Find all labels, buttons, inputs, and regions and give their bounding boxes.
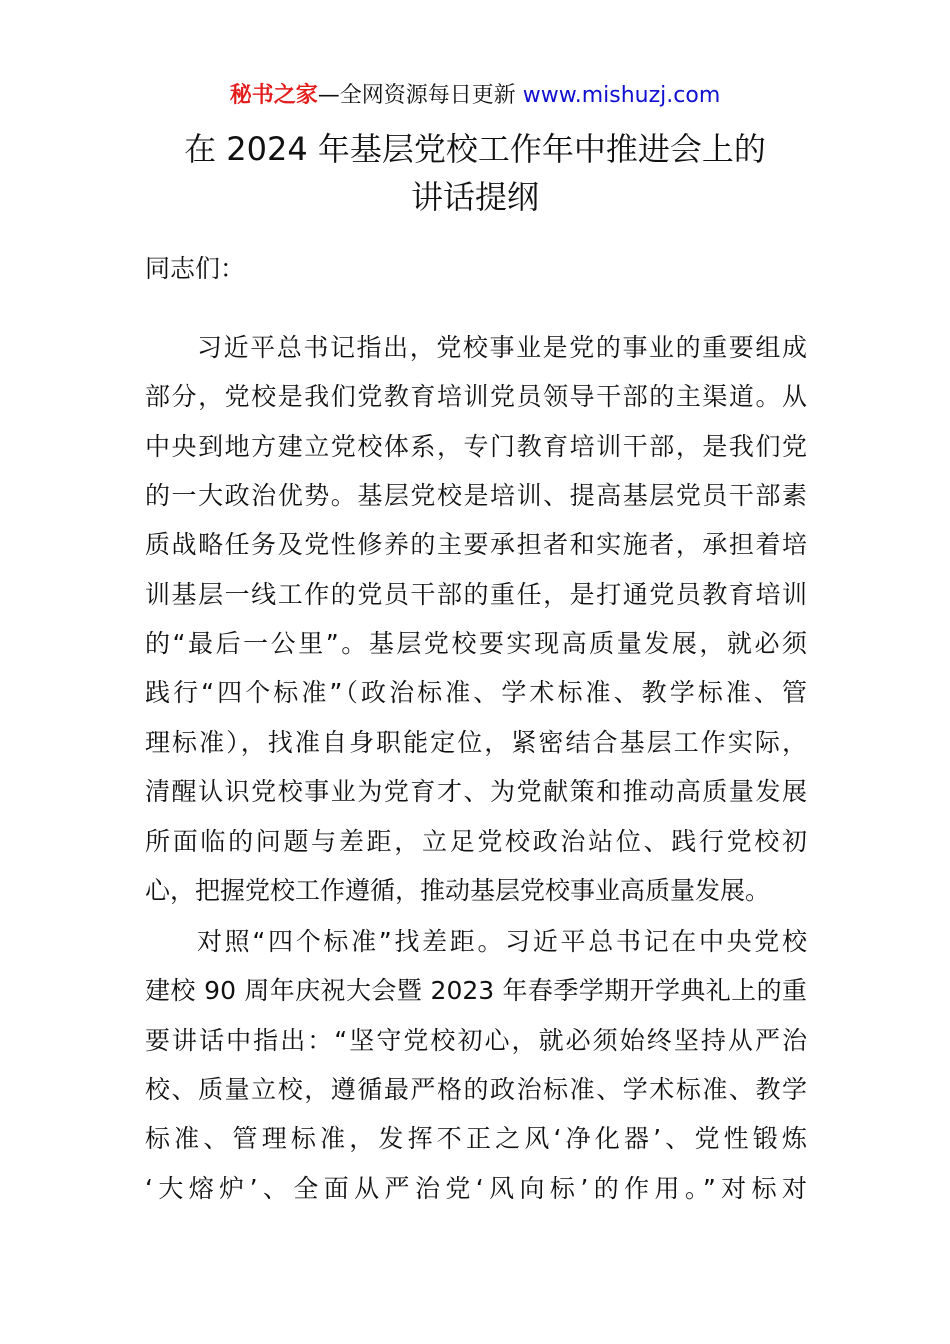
salutation: 同志们： <box>145 254 246 283</box>
paragraph-line: 清醒认识党校事业为党育才、为党献策和推动高质量发展 <box>145 777 807 806</box>
paragraph-line: 标准、管理标准，发挥不正之风‘净化器’、党性锻炼 <box>145 1124 807 1153</box>
paragraph-line: 中央到地方建立党校体系，专门教育培训干部，是我们党 <box>145 432 807 461</box>
paragraph-line: 的一大政治优势。基层党校是培训、提高基层党员干部素 <box>145 481 807 510</box>
document-title-line-2: 讲话提纲 <box>410 178 539 216</box>
paragraph-line: 所面临的问题与差距，立足党校政治站位、践行党校初 <box>145 827 807 856</box>
paragraph-line: 部分，党校是我们党教育培训党员领导干部的主渠道。从 <box>145 382 807 411</box>
paragraph-line: 对照“四个标准”找差距。习近平总书记在中央党校 <box>197 927 807 956</box>
paragraph-line: 习近平总书记指出，党校事业是党的事业的重要组成 <box>197 333 807 362</box>
paragraph-line: 质战略任务及党性修养的主要承担者和实施者，承担着培 <box>145 530 807 559</box>
site-link[interactable]: www.mishuzj.com <box>522 83 721 108</box>
paragraph-line: 心，把握党校工作遵循，推动基层党校事业高质量发展。 <box>145 876 771 905</box>
paragraph-line: 建校 90 周年庆祝大会暨 2023 年春季学期开学典礼上的重 <box>145 976 807 1005</box>
paragraph-line: 训基层一线工作的党员干部的重任，是打通党员教育培训 <box>145 580 807 609</box>
paragraph-line: 践行“四个标准”（政治标准、学术标准、教学标准、管 <box>145 678 807 707</box>
document-title-line-1: 在 2024 年基层党校工作年中推进会上的 <box>184 130 766 168</box>
paragraph-line: 要讲话中指出：“坚守党校初心，就必须始终坚持从严治 <box>145 1026 807 1055</box>
header-slogan: —全网资源每日更新 <box>317 83 523 108</box>
brand-name: 秘书之家 <box>229 83 318 108</box>
paragraph-line: 的“最后一公里”。基层党校要实现高质量发展，就必须 <box>145 629 807 658</box>
paragraph-line: 理标准），找准自身职能定位，紧密结合基层工作实际， <box>145 728 807 757</box>
paragraph-line: ‘大熔炉’、全面从严治党‘风向标’的作用。”对标对 <box>145 1174 807 1203</box>
watermark-header <box>0 80 950 112</box>
paragraph-line: 校、质量立校，遵循最严格的政治标准、学术标准、教学 <box>145 1075 807 1104</box>
